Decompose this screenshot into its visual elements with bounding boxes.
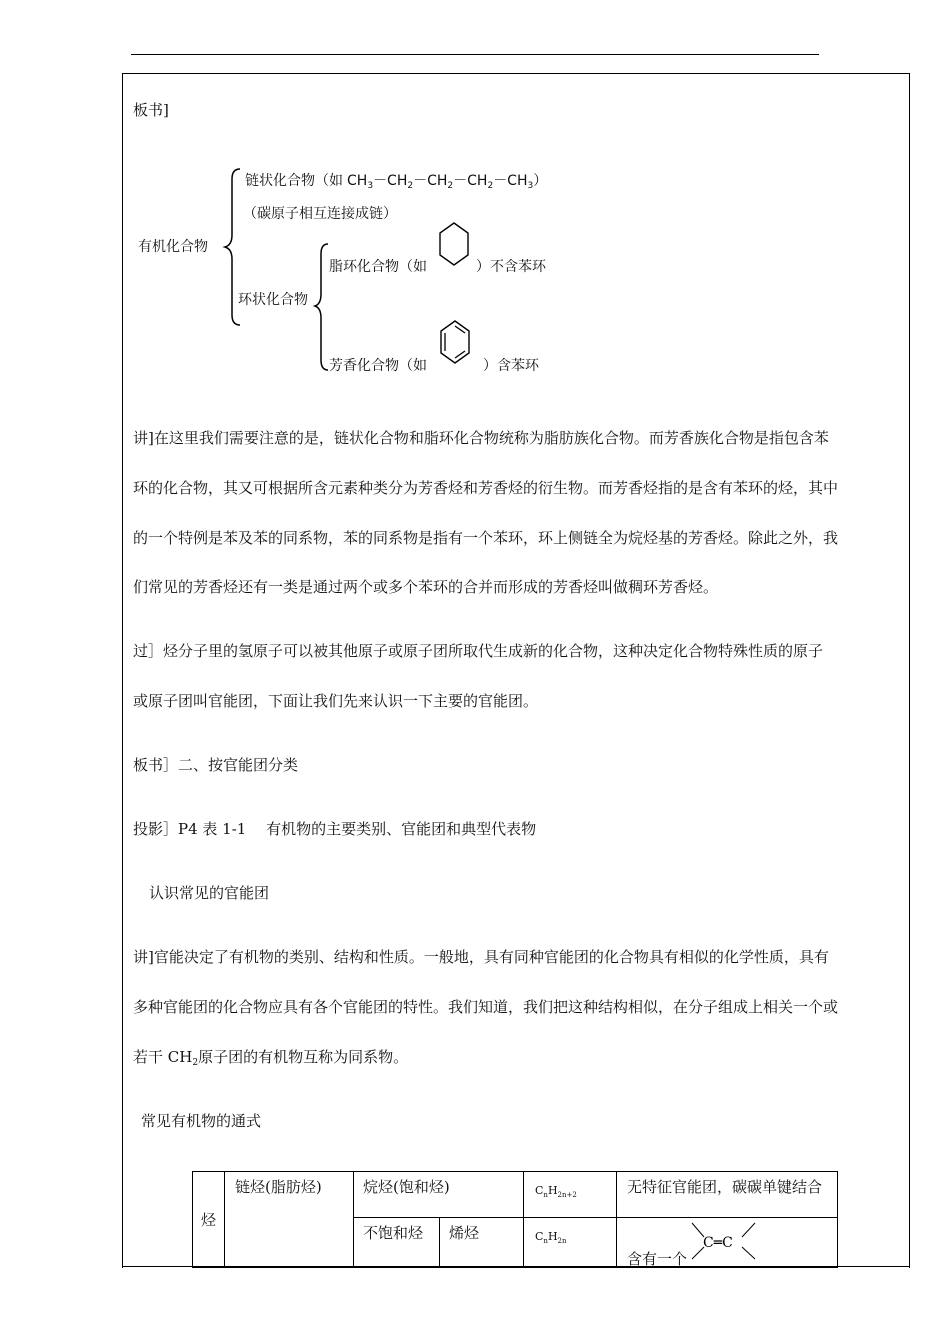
cell-alkene-desc xyxy=(617,1218,838,1268)
text-line: 多种官能团的化合物应具有各个官能团的特性。我们知道，我们把这种结构相似，在分子组成上相关一个或 xyxy=(133,998,839,1016)
text-line: 环的化合物，其又可根据所含元素种类分为芳香烃和芳香烃的衍生物。而芳香烃指的是含有苯环的烃，其中 xyxy=(133,479,839,497)
cell-alkane: 烷烃(饱和烃) xyxy=(354,1172,524,1218)
cell-alkene-formula: $C_nH_{2n}$ xyxy=(524,1218,617,1268)
chain-note: （碳原子相互连接成链） xyxy=(243,206,397,222)
ring-compound: 环状化合物 xyxy=(238,292,308,308)
projection-note: 投影］P4 表 1-1 有机物的主要类别、官能团和典型代表物 xyxy=(133,820,537,838)
bond-label: C═C xyxy=(703,1235,733,1251)
alicyclic-label: 脂环化合物（如 xyxy=(329,259,427,275)
text-line: 讲]在这里我们需要注意的是，链状化合物和脂环化合物统称为脂肪族化合物。而芳香族化合物是指包含苯 xyxy=(133,429,829,447)
cell-alkene: 烯烃 xyxy=(440,1218,524,1268)
text-line: 们常见的芳香烃还有一类是通过两个或多个苯环的合并而形成的芳香烃叫做稠环芳香烃。 xyxy=(133,578,719,596)
text-line: 若干 $CH_2$原子团的有机物互称为同系物。 xyxy=(133,1048,409,1068)
cell-alkane-desc: 无特征官能团，碳碳单键结合 xyxy=(617,1172,838,1218)
root-node: 有机化合物 xyxy=(138,239,208,255)
header-rule xyxy=(131,54,819,55)
board-label: 板书] xyxy=(133,101,169,119)
text-line: 的一个特例是苯及苯的同系物，苯的同系物是指有一个苯环，环上侧链全为烷烃基的芳香烃。除此之外，我 xyxy=(133,529,839,547)
chain-label: 链状化合物（如 xyxy=(245,173,343,189)
cell-chain-hydrocarbon: 链烃(脂肪烃) xyxy=(225,1172,354,1268)
aromatic-suffix: ）含苯环 xyxy=(483,358,539,374)
text-line: 过］烃分子里的氢原子可以被其他原子或原子团所取代生成新的化合物，这种决定化合物特殊性质的原子 xyxy=(133,642,824,660)
aromatic-label: 芳香化合物（如 xyxy=(329,358,427,374)
alkene-desc-text: 含有一个 xyxy=(627,1250,688,1268)
cyclohexane-icon xyxy=(437,220,471,270)
general-formula-table xyxy=(192,1171,838,1268)
cell-hydrocarbon: 烃 xyxy=(193,1172,225,1268)
cell-unsaturated: 不饱和烃 xyxy=(354,1218,440,1268)
general-formula-heading: 常见有机物的通式 xyxy=(141,1112,262,1130)
benzene-icon xyxy=(438,318,472,370)
text-line: 讲]官能决定了有机物的类别、结构和性质。一般地，具有同种官能团的化合物具有相似的化学性质，具有 xyxy=(133,948,829,966)
carbon-double-bond-icon xyxy=(689,1221,761,1269)
alicyclic-suffix: ）不含苯环 xyxy=(476,259,546,275)
recognize-heading: 认识常见的官能团 xyxy=(149,884,270,902)
board-heading: 板书］二、按官能团分类 xyxy=(133,756,299,774)
chain-formula: $CH_3-CH_2-CH_2-CH_2-CH_3$） xyxy=(347,173,548,191)
text-line: 或原子团叫官能团，下面让我们先来认识一下主要的官能团。 xyxy=(133,692,539,710)
cell-alkane-formula: $C_nH_{2n+2}$ xyxy=(524,1172,617,1218)
chain-compound xyxy=(245,170,547,191)
